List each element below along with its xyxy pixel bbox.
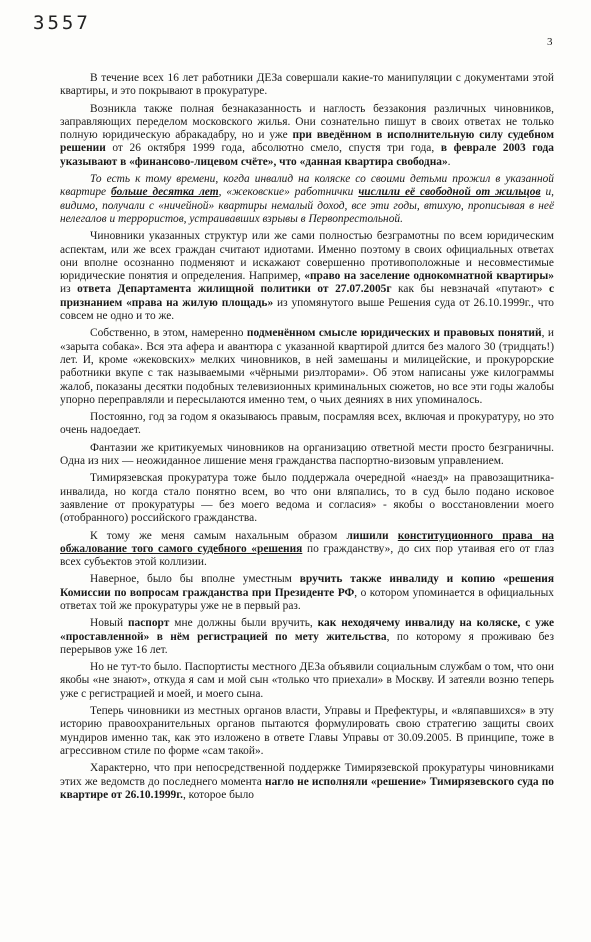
text-segment: вручить также инвалиду и копию «решения Комиссии по вопросам гражданства при Президенте РФ	[60, 573, 554, 599]
paragraph-p3	[60, 173, 554, 226]
text-segment: Фантазии же критикуемых чиновников на организацию ответной мести просто безграничны. Одна из них — неожиданное лишение меня гражданства паспортно-визовым управлением.	[60, 441, 554, 468]
paragraph-p1	[60, 72, 554, 99]
text-segment: Наверное, было бы вполне уместным	[90, 573, 300, 586]
text-segment: больше десятка лет	[111, 186, 219, 199]
page-number: 3	[547, 36, 553, 48]
text-segment: из упомянутого выше Решения суда от 26.10.1999г., что совсем не одно и то же.	[60, 296, 554, 323]
text-segment: Но не тут-то было. Паспортисты местного ДЕЗа объявили социальным службам о том, что они якобы «не знают», откуда я сам и мой сын «только что приехали» в Москву. И затеяли возню теперь уже с регистрацией и моей, и моего сына.	[60, 661, 554, 700]
text-segment: То есть к тому времени, когда инвалид на коляске со своими детьми прожил в указанной квартире	[60, 173, 554, 199]
text-segment: и, видимо, получали с «ничейной» квартиры немалый доход, все эти годы, втихую, прописывая в неё нелегалов и террористов, устраивавших взрывы в Первопрестольной.	[60, 186, 555, 225]
text-segment: лишили	[346, 529, 398, 542]
text-segment: паспорт	[127, 617, 170, 630]
paragraph-p10	[60, 573, 554, 613]
text-segment: Теперь чиновники из местных органов власти, Управы и Префектуры, и «вляпавшихся» в эту историю правоохранительных органов пытаются формулировать свою стратегию защиты своих мундиров именно так, как это изложено в ответе Главы Управы от 30.09.2005. В принципе, тоже в агрессивном стиле по форме «сам такой».	[60, 705, 554, 757]
text-segment: Характерно, что при непосредственной поддержке Тимирязевской прокуратуры чиновниками этих же ведомств до последнего момента	[60, 762, 554, 788]
paragraph-p13	[60, 705, 554, 758]
text-segment: из	[60, 283, 78, 296]
paragraph-p7	[60, 442, 554, 469]
paragraph-p11	[60, 617, 554, 657]
text-segment: , «жековские» работнички	[218, 186, 359, 199]
text-segment: по гражданству», до сих пор утаивая его от глаз всех субъектов этой коллизии.	[60, 542, 554, 569]
text-segment: подменённом смысле юридических и правовых понятий	[246, 327, 542, 340]
text-segment: числили её свободной от жильцов	[358, 186, 541, 199]
text-segment: в феврале 2003 года указывают в «финансово-лицевом счёте», что «данная квартира свободна»	[60, 142, 554, 168]
paragraph-p14	[60, 762, 554, 802]
text-segment: как неходячему инвалиду на коляске, с уже «проставленной» в нём регистрацией по мету жительства	[60, 617, 555, 643]
text-segment: Чиновники указанных структур или же сами полностью безграмотны по всем юридическим аспектам, или же всех граждан считают идиотами. Именно поэтому в своих официальных ответах они вполне осознанно подменяют и искажают совершенно противоположные и несовместимые юридические понятия и определения. Например,	[60, 230, 554, 283]
text-segment: В течение всех 16 лет работники ДЕЗа совершали какие-то манипуляции с документами этой квартиры, и это покрывают в прокуратуре.	[60, 72, 554, 98]
handwritten-number: 3557	[33, 12, 91, 34]
text-segment: Постоянно, год за годом я оказываюсь правым, посрамляя всех, включая и прокуратуру, но это очень надоедает.	[60, 411, 554, 437]
text-segment: , о котором упоминается в официальных ответах той же прокуратуры уже не в первый раз.	[60, 586, 554, 612]
text-segment: ответа Департамента жилищной политики от 27.07.2005г	[77, 283, 392, 296]
text-segment: , которое было	[182, 788, 254, 801]
document-body	[60, 72, 554, 806]
text-segment: , по которому я проживаю без перерывов уже 16 лет.	[60, 630, 554, 656]
text-segment: с признанием «права на жилую площадь»	[60, 283, 555, 309]
paragraph-p8	[60, 472, 554, 525]
text-segment: , и «зарыта собака». Вся эта афера и авантюра с указанной квартирой длится без малого 30 (тридцать!) лет. И, кроме «жековских» мелких чиновников, в ней замешаны и милицейские, и прокурорские работники вкупе с так называемыми «чёрными риэлторами». Об этом написаны уже килограммы жалоб, показаны десятки подобных телевизионных криминальных сюжетов, но все эти годы жалобы упорно переправляли и пересылаются именно тем, о чьих деяниях в них упоминалось.	[60, 327, 554, 406]
text-segment: Собственно, в этом, намеренно	[90, 327, 247, 340]
text-segment: «право на заселение однокомнатной квартиры»	[304, 270, 554, 283]
paragraph-p12	[60, 661, 554, 701]
paragraph-p2	[60, 103, 554, 169]
paragraph-p4	[60, 230, 554, 323]
paragraph-p5	[60, 327, 554, 407]
paragraph-p9	[60, 530, 554, 570]
text-segment: как бы невзначай «путают»	[391, 283, 549, 296]
text-segment: нагло не исполняли «решение» Тимирязевского суда по квартире от 26.10.1999г.	[60, 775, 554, 801]
text-segment: К тому же меня самым нахальным образом	[90, 529, 347, 542]
text-segment: при введённом в исполнительную силу судебном решении	[60, 129, 554, 155]
text-segment: Новый	[90, 617, 128, 630]
text-segment: конституционного права на обжалование того самого судебного «решения	[60, 529, 554, 555]
text-segment: .	[447, 155, 451, 168]
text-segment: Возникла также полная безнаказанность и наглость беззакония различных чиновников, заправляющих переделом московского жилья. Они сознательно пишут в своих ответах не только полную юридическую абракадабру, но и уже	[60, 102, 554, 142]
text-segment: мне должны были вручить,	[169, 617, 318, 630]
text-segment: Тимирязевская прокуратура тоже было поддержала очередной «наезд» на правозащитника-инвалида, но когда стало понятно всем, во что они вляпались, то в суд было подано исковое заявление от прокуратуры — без моего ведома и согласия» - якобы о восстановлении моего (отобранного) российского гражданства.	[60, 472, 554, 525]
paragraph-p6	[60, 411, 554, 438]
text-segment: от 26 октября 1999 года, абсолютно смело, спустя три года,	[105, 142, 441, 155]
